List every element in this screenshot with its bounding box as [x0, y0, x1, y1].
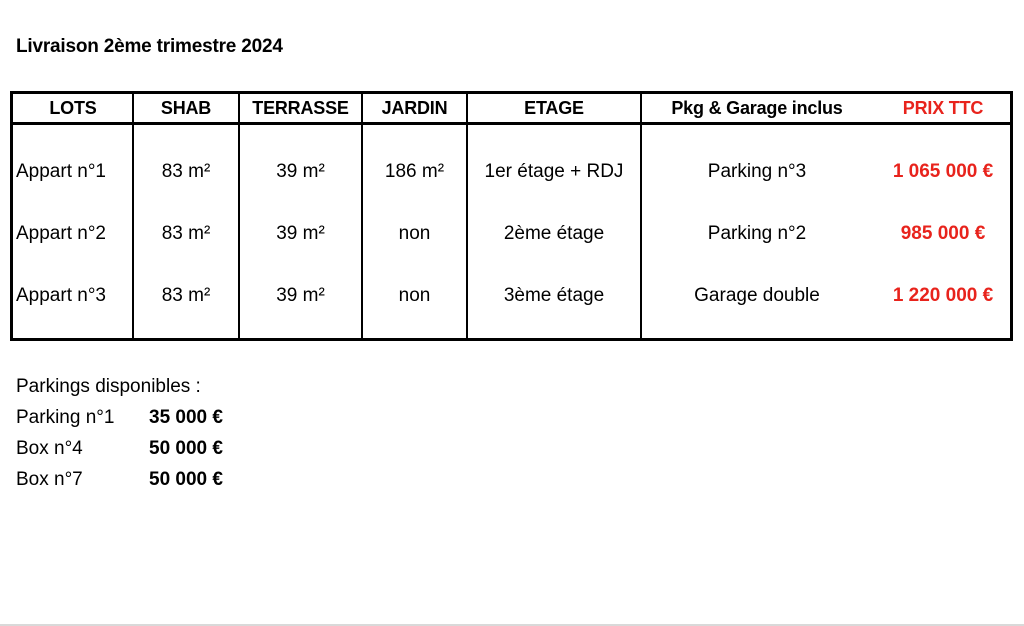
- table-cell-price: 1 065 000 €: [892, 161, 994, 182]
- header-pkg-garage: Pkg & Garage inclus: [671, 97, 843, 118]
- header-prix-ttc: PRIX TTC: [902, 97, 984, 118]
- table-cell-lot: Appart n°1: [16, 161, 106, 182]
- parking-label: Parking n°1: [16, 407, 115, 428]
- table-cell-parking: Garage double: [694, 285, 820, 306]
- table-cell-parking: Parking n°3: [707, 161, 807, 182]
- table-cell-jardin: non: [398, 285, 431, 306]
- table-cell-jardin: 186 m²: [384, 161, 445, 182]
- parking-price: 50 000 €: [149, 438, 223, 459]
- table-cell-terrasse: 39 m²: [276, 223, 325, 244]
- parking-price: 35 000 €: [149, 407, 223, 428]
- table-cell-terrasse: 39 m²: [276, 161, 325, 182]
- header-shab: SHAB: [160, 97, 212, 118]
- table-cell-etage: 3ème étage: [503, 285, 605, 306]
- parkings-heading: Parkings disponibles :: [16, 376, 201, 397]
- parking-label: Box n°7: [16, 469, 83, 490]
- table-cell-shab: 83 m²: [161, 285, 211, 306]
- parking-price: 50 000 €: [149, 469, 223, 490]
- header-terrasse: TERRASSE: [252, 97, 349, 118]
- header-lots: LOTS: [49, 97, 97, 118]
- table-cell-terrasse: 39 m²: [276, 285, 325, 306]
- table-cell-etage: 1er étage + RDJ: [484, 161, 624, 182]
- lots-table: [10, 91, 1013, 341]
- table-cell-shab: 83 m²: [161, 161, 211, 182]
- parking-label: Box n°4: [16, 438, 83, 459]
- table-cell-shab: 83 m²: [161, 223, 211, 244]
- table-cell-parking: Parking n°2: [707, 223, 807, 244]
- table-cell-price: 985 000 €: [900, 223, 986, 244]
- table-cell-etage: 2ème étage: [503, 223, 605, 244]
- header-etage: ETAGE: [524, 97, 584, 118]
- header-jardin: JARDIN: [381, 97, 448, 118]
- table-cell-lot: Appart n°3: [16, 285, 106, 306]
- table-cell-lot: Appart n°2: [16, 223, 106, 244]
- page-title: Livraison 2ème trimestre 2024: [16, 36, 283, 57]
- table-cell-price: 1 220 000 €: [892, 285, 994, 306]
- table-cell-jardin: non: [398, 223, 431, 244]
